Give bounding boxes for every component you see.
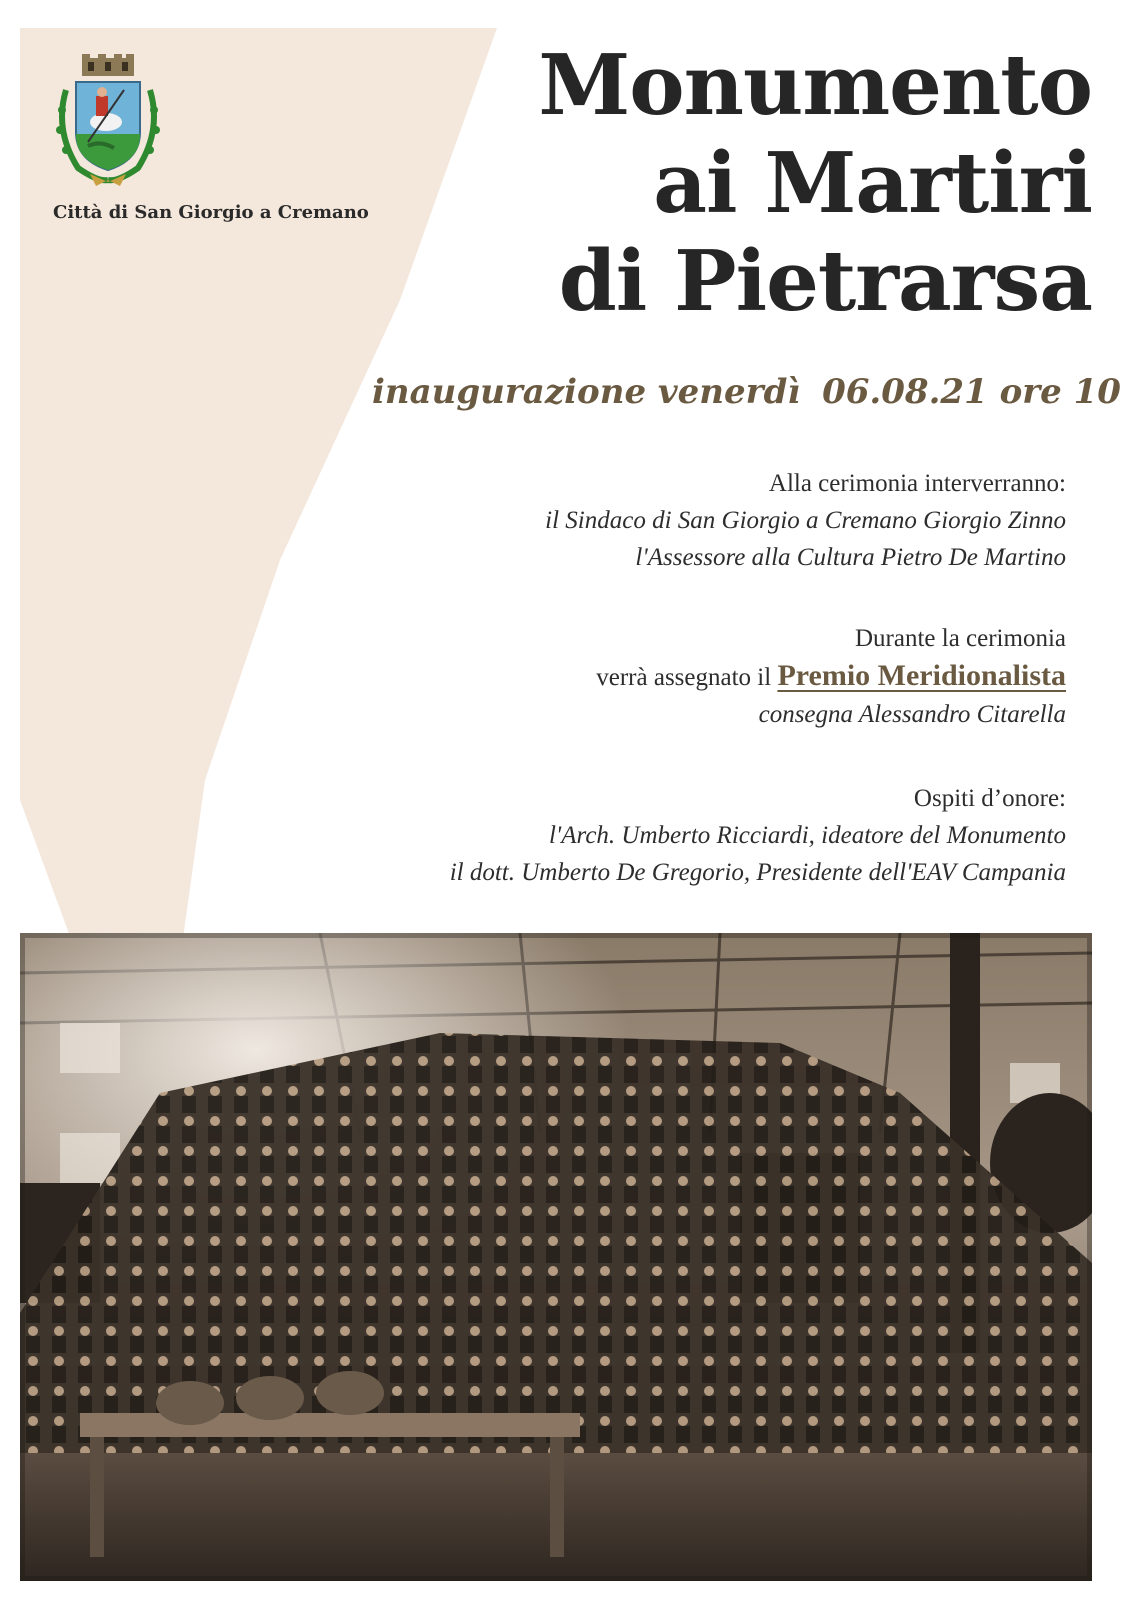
coat-of-arms-icon: [48, 50, 168, 190]
city-name: Città di San Giorgio a Cremano: [53, 202, 369, 223]
guests-heading: Ospiti d’onore:: [913, 785, 1066, 812]
inauguration-label: inaugurazione venerdì: [372, 372, 801, 412]
guest-architect: l'Arch. Umberto Ricciardi, ideatore del Monumento: [548, 822, 1066, 849]
inauguration-date: 06.08.21 ore 10: [822, 372, 1121, 412]
award-presenter: consegna Alessandro Citarella: [758, 701, 1066, 728]
speaker-councillor: l'Assessore alla Cultura Pietro De Martino: [635, 544, 1066, 571]
guest-president: il dott. Umberto De Gregorio, Presidente dell'EAV Campania: [449, 859, 1066, 886]
ceremony-heading: Alla cerimonia interverranno:: [768, 470, 1066, 497]
prize-name: Premio Meridionalista: [777, 659, 1066, 692]
award-prefix: verrà assegnato il: [596, 664, 772, 691]
title-line-2: ai Martiri: [653, 134, 1092, 232]
historical-workshop-photo: [20, 933, 1092, 1581]
inauguration-line: [372, 372, 1121, 412]
award-intro: Durante la cerimonia: [854, 625, 1066, 652]
award-block: [346, 620, 1066, 733]
speaker-mayor: il Sindaco di San Giorgio a Cremano Giorgio Zinno: [545, 507, 1066, 534]
ceremony-block: [346, 465, 1066, 576]
poster-title: [472, 36, 1092, 330]
title-line-3: di Pietrarsa: [558, 232, 1092, 330]
award-line: [346, 657, 1066, 696]
guests-block: [346, 780, 1066, 891]
title-line-1: Monumento: [538, 36, 1092, 134]
